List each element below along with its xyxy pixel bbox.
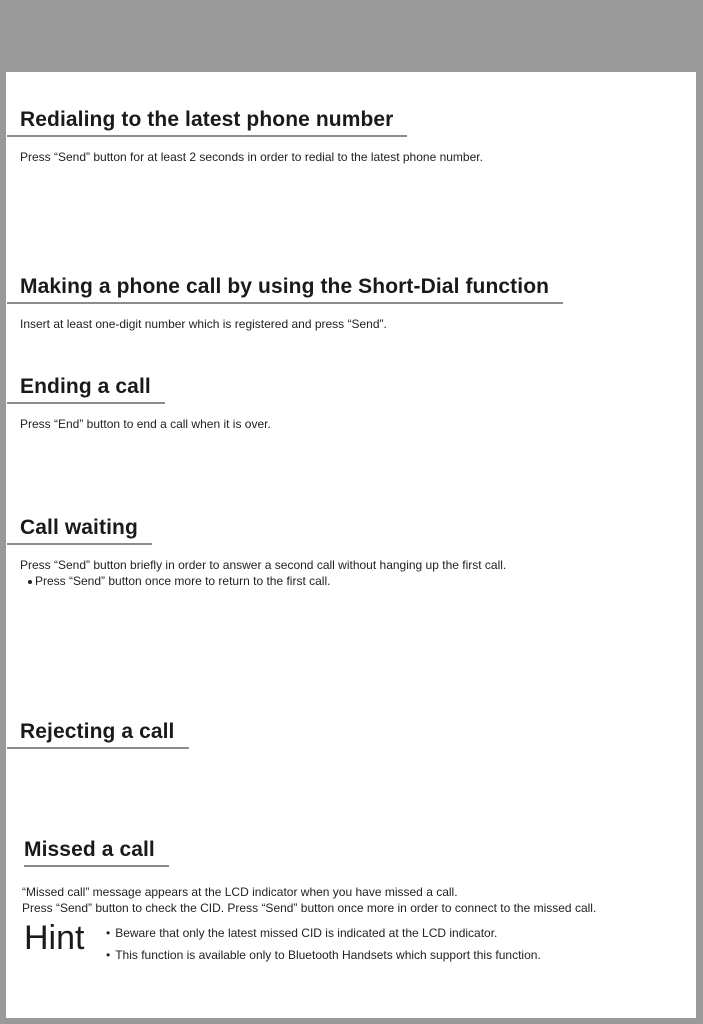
hint-list — [106, 922, 541, 966]
section-heading: Redialing to the latest phone number — [7, 108, 407, 137]
hint-label: Hint — [24, 919, 85, 957]
section-heading: Rejecting a call — [7, 720, 189, 749]
section-missed-call — [24, 838, 169, 867]
section-text: Press “Send” button for at least 2 seconds in order to redial to the latest phone number. — [20, 150, 483, 164]
section-rejecting-call — [20, 720, 189, 749]
section-ending-call — [20, 375, 670, 432]
bullet-text: Press “Send” button once more to return to the first call. — [35, 574, 331, 588]
section-body — [20, 557, 670, 589]
bullet-item — [28, 573, 670, 589]
bullet-dot-icon — [28, 580, 32, 584]
right-border — [696, 72, 703, 1024]
left-border — [0, 72, 6, 1024]
section-heading: Ending a call — [7, 375, 165, 404]
section-text: Press “Send” button briefly in order to answer a second call without hanging up the first call. — [20, 558, 507, 572]
hint-box — [22, 920, 672, 964]
missed-call-body — [22, 884, 672, 964]
section-text-line: “Missed call” message appears at the LCD indicator when you have missed a call. — [22, 885, 458, 899]
section-text-line: Press “Send” button to check the CID. Press “Send” button once more in order to connect to the missed call. — [22, 901, 597, 915]
section-text: Insert at least one-digit number which is registered and press “Send”. — [20, 317, 387, 331]
section-text: Press “End” button to end a call when it is over. — [20, 417, 271, 431]
hint-item: • This function is available only to Bluetooth Handsets which support this function. — [106, 944, 541, 966]
section-body — [22, 884, 672, 916]
bottom-border — [0, 1018, 703, 1024]
hint-item: • Beware that only the latest missed CID is indicated at the LCD indicator. — [106, 922, 541, 944]
section-call-waiting — [20, 516, 670, 589]
section-heading: Call waiting — [7, 516, 152, 545]
section-redialing — [20, 108, 670, 165]
section-heading: Making a phone call by using the Short-Dial function — [7, 275, 563, 304]
section-heading: Missed a call — [24, 838, 169, 867]
header-band — [0, 0, 703, 72]
section-short-dial — [20, 275, 670, 332]
